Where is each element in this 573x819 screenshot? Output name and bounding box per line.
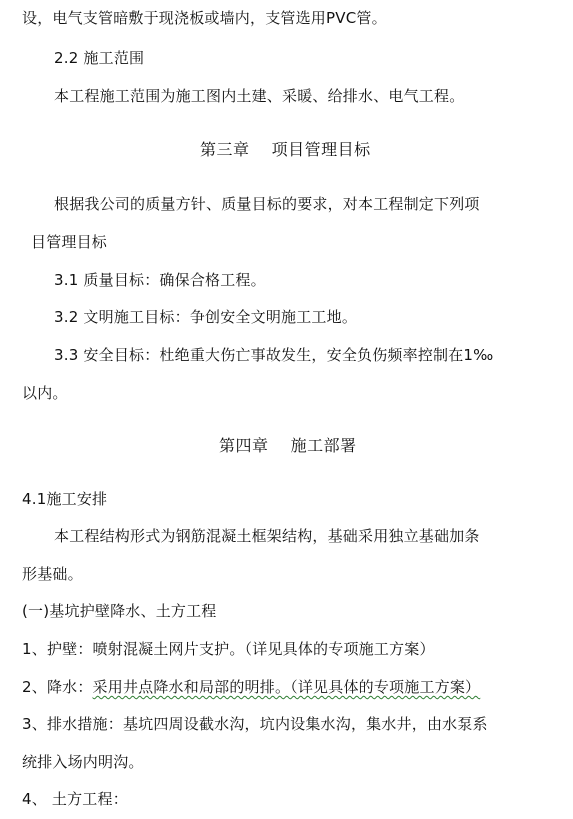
subsection-heading: (一)基坑护壁降水、土方工程 (22, 602, 217, 620)
list-item: 4、 土方工程： (22, 790, 128, 808)
list-item-prefix: 2、降水： (22, 678, 93, 696)
list-item: 1、护壁：喷射混凝土网片支护。（详见具体的专项施工方案） (22, 640, 435, 658)
list-item: 3.3 安全目标：杜绝重大伤亡事故发生，安全负伤频率控制在1‰ (54, 346, 494, 364)
paragraph-line: 根据我公司的质量方针、质量目标的要求，对本工程制定下列项 (54, 195, 480, 213)
paragraph-line: 设，电气支管暗敷于现浇板或墙内，支管选用PVC管。 (22, 9, 387, 27)
list-item (0, 677, 573, 697)
chapter-heading-4: 第四章 施工部署 (219, 436, 357, 455)
paragraph-line: 以内。 (22, 384, 68, 402)
list-item: 3.1 质量目标：确保合格工程。 (54, 271, 266, 289)
chapter-heading-3: 第三章 项目管理目标 (200, 140, 371, 159)
section-heading-4-1: 4.1施工安排 (22, 490, 108, 508)
list-item-text: 采用井点降水和局部的明排。（详见具体的专项施工方案） (92, 678, 481, 696)
list-item: 3、排水措施：基坑四周设截水沟，坑内设集水沟，集水井，由水泵系 (22, 715, 488, 733)
paragraph-line: 本工程结构形式为钢筋混凝土框架结构，基础采用独立基础加条 (54, 527, 480, 545)
paragraph-line: 统排入场内明沟。 (22, 753, 144, 771)
paragraph-line: 目管理目标 (31, 233, 108, 251)
list-item: 3.2 文明施工目标：争创安全文明施工工地。 (54, 308, 358, 326)
paragraph-line: 形基础。 (22, 565, 83, 583)
paragraph-line: 本工程施工范围为施工图内土建、采暖、给排水、电气工程。 (54, 87, 465, 105)
section-heading-2-2: 2.2 施工范围 (54, 49, 145, 67)
